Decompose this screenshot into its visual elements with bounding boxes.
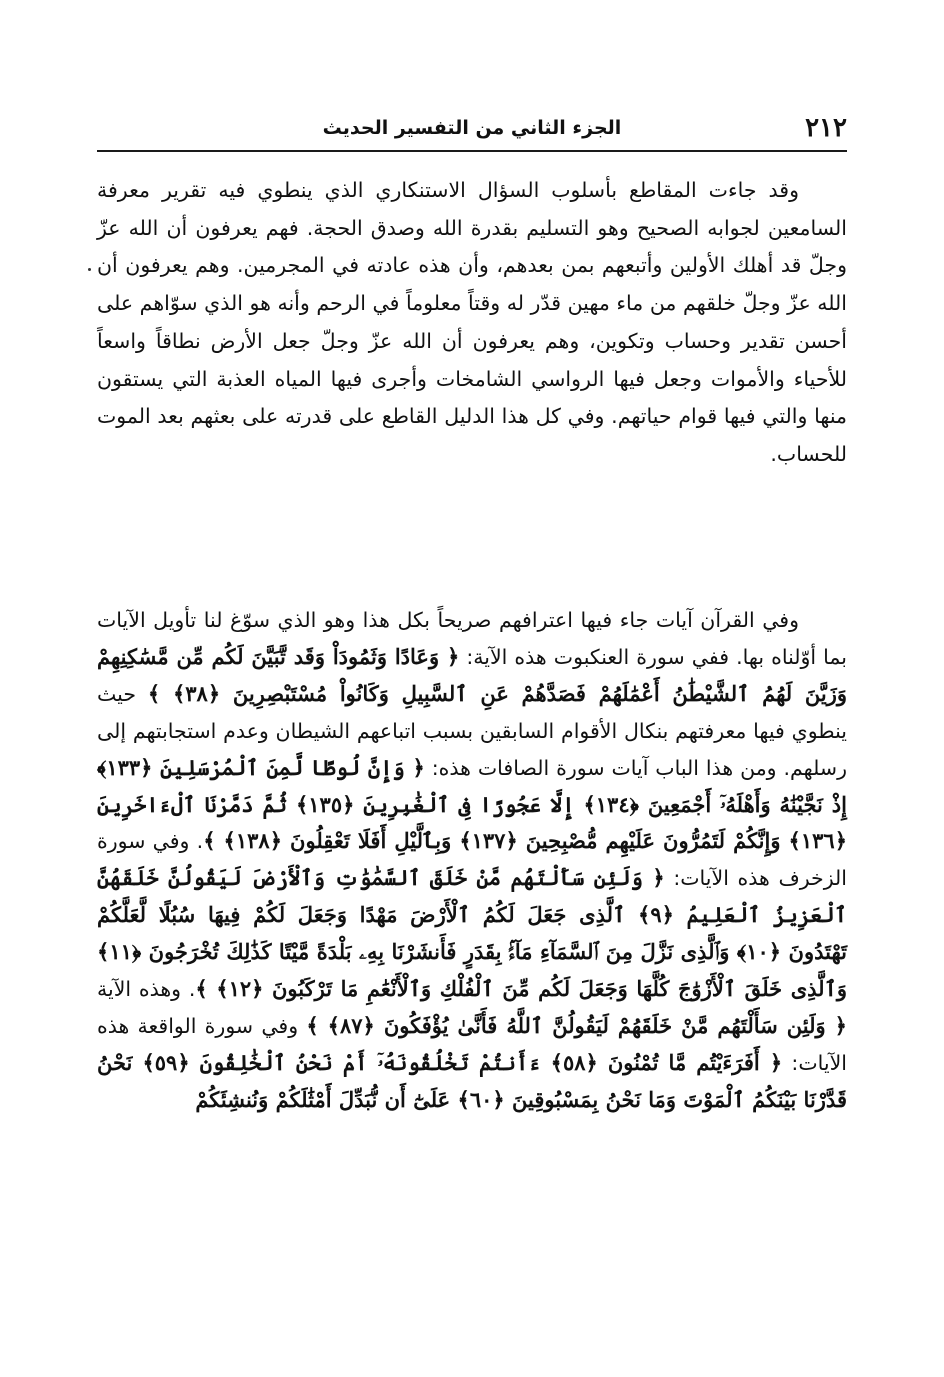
paragraph-2-text-3: . وهذه الآية [97,977,196,1002]
page-number: ٢١٢ [805,113,847,143]
paragraph-2-text-4: وفي سورة الواقعة هذه الآيات: [97,1013,847,1075]
header-divider [97,150,847,152]
paragraph-2 [97,602,847,1119]
quran-verse-waqia: ﴿ أَفَرَءَيْتُم مَّا تُمْنُونَ ﴿٥٨﴾ ءَأَنتُمْ تَخْلُقُونَهُۥٓ أَمْ نَحْنُ ٱلْخَٰلِقُونَ ﴿٥٩﴾ نَحْنُ قَدَّرْنَا بَيْنَكُمُ ٱلْمَوْتَ وَمَا نَحْنُ بِمَسْبُوقِينَ ﴿٦٠﴾ عَلَىٰٓ أَن نُّبَدِّلَ أَمْثَٰلَكُمْ وَنُنشِئَكُمْ [97,1049,847,1112]
margin-speck [88,268,91,271]
page-header [97,112,847,148]
quran-verse-ankabut: ﴿ وَعَادًا وَثَمُودَاْ وَقَد تَّبَيَّنَ لَكُم مِّن مَّسَٰكِنِهِمْ وَزَيَّنَ لَهُمُ ٱلشَّيْطَٰنُ أَعْمَٰلَهُمْ فَصَدَّهُمْ عَنِ ٱلسَّبِيلِ وَكَانُواْ مُسْتَبْصِرِينَ ﴿٣٨﴾ ﴾ [97,643,847,706]
quran-verse-zukhruf: ﴿ وَلَئِن سَأَلْتَهُم مَّنْ خَلَقَ ٱلسَّمَٰوَٰتِ وَٱلْأَرْضَ لَيَقُولُنَّ خَلَقَهُنَّ ٱلْعَزِيزُ ٱلْعَلِيمُ ﴿٩﴾ ٱلَّذِى جَعَلَ لَكُمُ ٱلْأَرْضَ مَهْدًا وَجَعَلَ لَكُمْ فِيهَا سُبُلًا لَّعَلَّكُمْ تَهْتَدُونَ ﴿١٠﴾ وَٱلَّذِى نَزَّلَ مِنَ ٱلسَّمَآءِ مَآءًۢ بِقَدَرٍ فَأَنشَرْنَا بِهِۦ بَلْدَةً مَّيْتًا كَذَٰلِكَ تُخْرَجُونَ ﴿١١﴾ وَٱلَّذِى خَلَقَ ٱلْأَزْوَٰجَ كُلَّهَا وَجَعَلَ لَكُم مِّنَ ٱلْفُلْكِ وَٱلْأَنْعَٰمِ مَا تَرْكَبُونَ ﴿١٢﴾ ﴾ [97,865,848,1002]
running-title: الجزء الثاني من التفسير الحديث [322,117,622,139]
quran-verse-zukhruf-87: ﴿ وَلَئِن سَأَلْتَهُم مَّنْ خَلَقَهُمْ لَيَقُولُنَّ ٱللَّهُ فَأَنَّىٰ يُؤْفَكُونَ ﴿٨٧﴾ ﴾ [306,1012,847,1038]
paragraph-2-intro: وفي القرآن آيات جاء فيها اعترافهم صريحاً بكل هذا وهو الذي سوّغ لنا تأويل الآيات بما أوّلناه بها. ففي سورة العنكبوت هذه الآية: [97,608,847,669]
paragraph-2-text-2: . وفي سورة الزخرف هذه الآيات: [97,829,847,891]
quran-verse-saffat: ﴿ وَإِنَّ لُوطًا لَّمِنَ ٱلْمُرْسَلِينَ ﴿١٣٣﴾ إِذْ نَجَّيْنَٰهُ وَأَهْلَهُۥٓ أَجْمَعِينَ ﴿١٣٤﴾ إِلَّا عَجُوزًا فِى ٱلْغَٰبِرِينَ ﴿١٣٥﴾ ثُمَّ دَمَّرْنَا ٱلْءَاخَرِينَ ﴿١٣٦﴾ وَإِنَّكُمْ لَتَمُرُّونَ عَلَيْهِم مُّصْبِحِينَ ﴿١٣٧﴾ وَبِٱلَّيْلِ أَفَلَا تَعْقِلُونَ ﴿١٣٨﴾ ﴾ [97,754,847,854]
paragraph-1: وقد جاءت المقاطع بأسلوب السؤال الاستنكاري الذي ينطوي فيه تقرير معرفة السامعين لجوابه الصحيح وهو التسليم بقدرة الله وصدق الحجة. فهم يعرفون أن الله عزّ وجلّ قد أهلك الأولين وأتبعهم بمن بعدهم، وأن هذه عادته في المجرمين. وهم يعرفون أن الله عزّ وجلّ خلقهم من ماء مهين قدّر له وقتاً معلوماً في الرحم وأنه هو الذي سوّاهم على أحسن تقدير وحساب وتكوين، وهم يعرفون أن الله عزّ وجلّ جعل الأرض نطاقاً واسعاً للأحياء والأموات وجعل فيها الرواسي الشامخات وأجرى فيها المياه العذبة التي يستقون منها والتي فيها قوام حياتهم. وفي كل هذا الدليل القاطع على قدرته على بعثهم بعد الموت للحساب. [97,178,847,466]
paragraph-2-text-1: حيث ينطوي فيها معرفتهم بنكال الأقوام السابقين بسبب اتباعهم الشيطان وعدم استجابتهم إلى رسلهم. ومن هذا الباب آيات سورة الصافات هذه: [97,681,847,780]
